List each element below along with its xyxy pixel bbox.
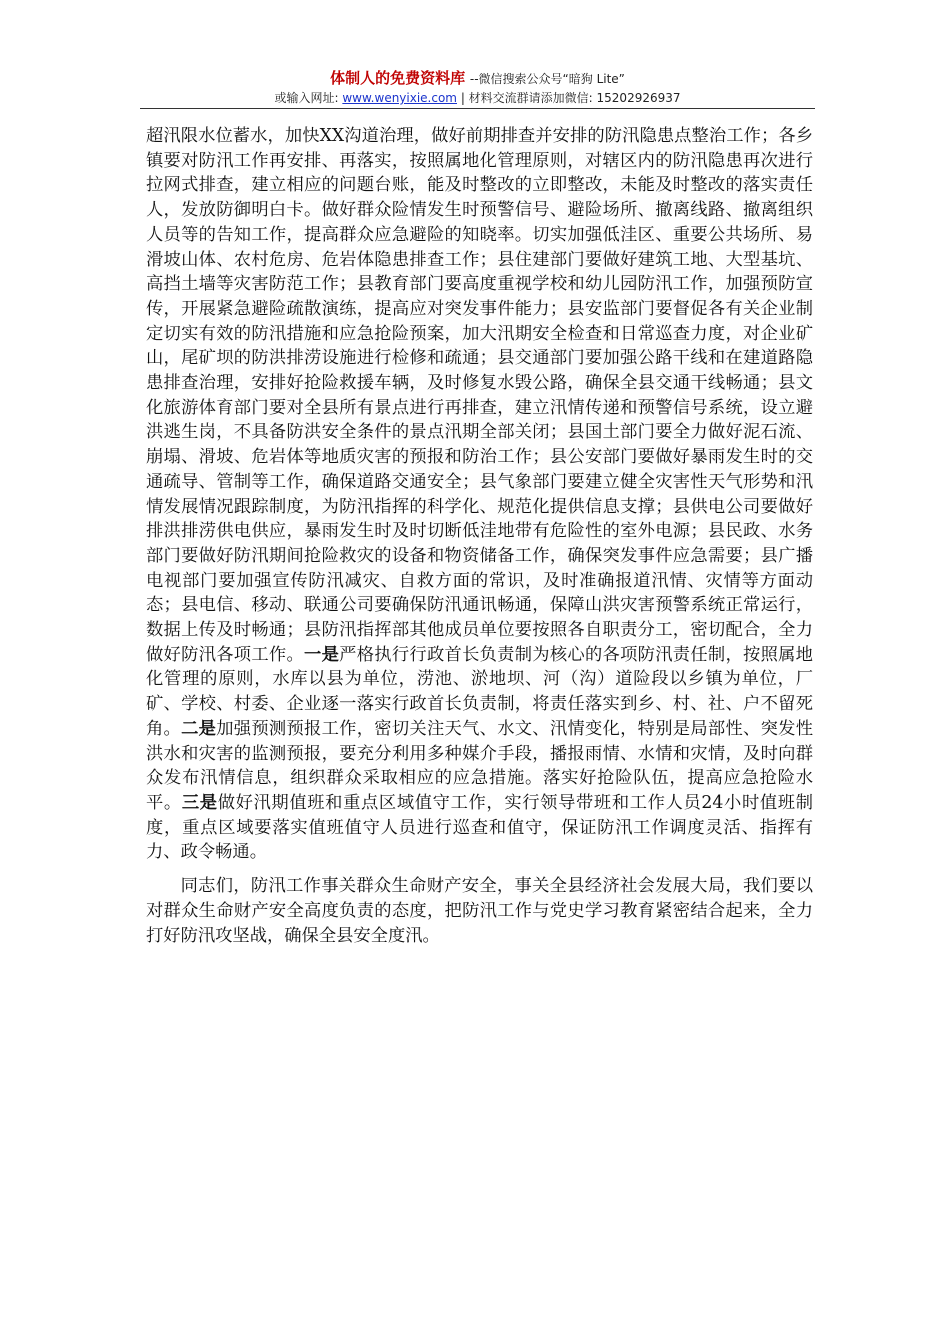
url-prefix: 或输入网址: — [274, 91, 343, 105]
bold-marker-second: 二是 — [181, 718, 217, 739]
website-link[interactable]: www.wenyixie.com — [342, 91, 457, 105]
header-title-line — [140, 68, 815, 89]
text-segment: 做好汛期值班和重点区域值守工作，实行领导带班和工作人员24小时值班制度，重点区域要落实值班值守人员进行巡查和值守，保证防汛工作调度灵活、指挥有力、政令畅通。 — [146, 792, 813, 863]
bold-marker-first: 一是 — [304, 644, 340, 665]
text-segment: 加强预测预报工作，密切关注天气、水文、汛情变化，特别是局部性、突发性洪水和灾害的监测预报，要充分利用多种媒介手段，播报雨情、水情和灾情，及时向群众发布汛情信息，组织群众采取相应的应急措施。落实好抢险队伍，提高应急抢险水平。 — [146, 718, 813, 813]
text-segment: 严格执行行政首长负责制为核心的各项防汛责任制，按照属地化管理的原则，水库以县为单位，涝池、淤地坝、河（沟）道险段以乡镇为单位，厂矿、学校、村委、企业逐一落实行政首长负责制，将责任落实到乡、村、社、户不留死角。 — [146, 644, 813, 739]
bold-marker-third: 三是 — [181, 792, 218, 813]
brand-title: 体制人的免费资料库 — [330, 69, 466, 87]
page-header — [140, 68, 815, 107]
document-body — [146, 124, 813, 948]
header-contact-line — [140, 89, 815, 107]
wechat-hint: --微信搜索公众号“暗狗 Lite” — [469, 72, 625, 86]
text-segment: 超汛限水位蓄水，加快XX沟道治理，做好前期排查并安排的防汛隐患点整治工作；各乡镇要对防汛工作再安排、再落实，按照属地化管理原则，对辖区内的防汛隐患再次进行拉网式排查，建立相应的问题台账，能及时整改的立即整改，未能及时整改的落实责任人，发放防御明白卡。做好群众险情发生时预警信号、避险场所、撤离线路、撤离组织人员等的告知工作，提高群众应急避险的知晓率。切实加强低洼区、重要公共场所、易滑坡山体、农村危房、危岩体隐患排查工作；县住建部门要做好建筑工地、大型基坑、高挡土墙等灾害防范工作；县教育部门要高度重视学校和幼儿园防汛工作，加强预防宣传，开展紧急避险疏散演练，提高应对突发事件能力；县安监部门要督促各有关企业制定切实有效的防汛措施和应急抢险预案，加大汛期安全检查和日常巡查力度，对企业矿山，尾矿坝的防洪排涝设施进行检修和疏通；县交通部门要加强公路干线和在建道路隐患排查治理，安排好抢险救援车辆，及时修复水毁公路，确保全县交通干线畅通；县文化旅游体育部门要对全县所有景点进行再排查，建立汛情传递和预警信号系统，设立避洪逃生岗，不具备防洪安全条件的景点汛期全部关闭；县国土部门要全力做好泥石流、崩塌、滑坡、危岩体等地质灾害的预报和防治工作；县公安部门要做好暴雨发生时的交通疏导、管制等工作，确保道路交通安全；县气象部门要建立健全灾害性天气形势和汛情发展情况跟踪制度，为防汛指挥的科学化、规范化提供信息支撑；县供电公司要做好排洪排涝供电供应，暴雨发生时及时切断低洼地带有危险性的室外电源；县民政、水务部门要做好防汛期间抢险救灾的设备和物资储备工作，确保突发事件应急需要；县广播电视部门要加强宣传防汛减灾、自救方面的常识，及时准确报道汛情、灾情等方面动态；县电信、移动、联通公司要确保防汛通讯畅通，保障山洪灾害预警系统正常运行，数据上传及时畅通；县防汛指挥部其他成员单位要按照各自职责分工，密切配合，全力做好防汛各项工作。 — [146, 126, 813, 665]
paragraph-closing: 同志们，防汛工作事关群众生命财产安全，事关全县经济社会发展大局，我们要以对群众生命财产安全高度负责的态度，把防汛工作与党史学习教育紧密结合起来，全力打好防汛攻坚战，确保全县安全度汛。 — [146, 876, 813, 946]
contact-info: | 材料交流群请添加微信: 15202926937 — [457, 91, 681, 105]
header-divider — [140, 108, 815, 109]
paragraph-measures — [146, 124, 813, 865]
